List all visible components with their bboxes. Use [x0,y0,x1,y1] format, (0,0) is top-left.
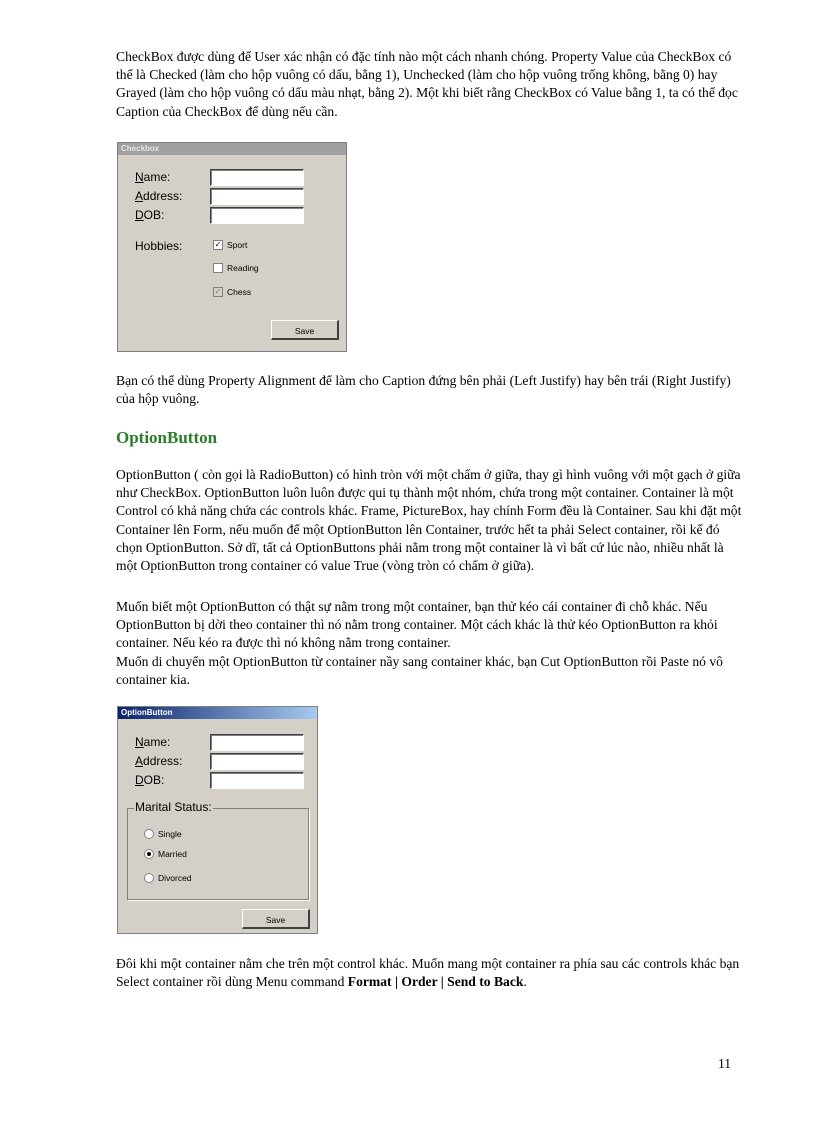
address-label: Address: [135,189,183,203]
frame-caption: Marital Status: [135,800,212,814]
name-input[interactable] [210,169,304,186]
checkbox-chess[interactable] [213,287,251,297]
dob-label: DOB: [135,208,165,222]
marital-status-frame[interactable] [127,800,309,900]
option-label: Single [158,829,182,839]
option-label: Married [158,849,187,859]
page-number: 11 [718,1056,732,1071]
radio-icon [144,873,154,883]
address-label: Address: [135,754,183,768]
optionbutton-form-window [117,706,318,934]
paragraph-optionbutton-intro: OptionButton ( còn gọi là RadioButton) có hình tròn với một chấm ở giữa, thay gì hình vuông với một gạch ở giữa như CheckBox. OptionButton luôn luôn được qui tụ thành một nhóm, chứa trong một container. Container là một Control có khả năng chứa các controls khác. Frame, PictureBox, hay chính Form đều là Container. Sau khi đặt một Container lên Form, nếu muốn để một OptionButton lên Container, trước hết ta phải Select container, rồi kế đó chọn OptionButton. Sở dĩ, tất cả OptionButtons phải nằm trong một container là vì bất cứ lúc nào, nhiều nhất là một OptionButton trong container có value True (vòng tròn có chấm ở giữa). [116,467,742,574]
save-button[interactable]: Save [242,909,310,929]
paragraph-alignment: Bạn có thể dùng Property Alignment để làm cho Caption đứng bên phải (Left Justify) hay bên trái (Right Justify) của hộp vuông. [116,373,731,407]
checkbox-sport[interactable] [213,240,247,250]
option-single[interactable] [144,829,182,839]
paragraph-text: Đôi khi một container nằm che trên một control khác. Muốn mang một container ra phía sau các controls khác bạn Select container rồi dùng Menu command [116,956,740,990]
option-label: Divorced [158,873,192,883]
paragraph-checkbox-intro: CheckBox được dùng để User xác nhận có đặc tính nào một cách nhanh chóng. Property Value của CheckBox có thể là Checked (làm cho hộp vuông có dấu, bằng 1), Unchecked (làm cho hộp vuông trống không, bằng 0) hay Grayed (làm cho hộp vuông có dấu màu nhạt, bằng 2). Một khi biết rằng CheckBox có Value bằng 1, ta có thể đọc Caption của CheckBox để dùng nếu cần. [116,49,738,119]
address-input[interactable] [210,753,304,770]
dob-label: DOB: [135,773,165,787]
paragraph-end: . [523,974,527,990]
checkbox-grayed-icon: ✓ [214,287,222,296]
radio-selected-icon [144,849,154,859]
paragraph-send-to-back [116,955,746,991]
window-title: Checkbox [118,143,346,155]
name-input[interactable] [210,734,304,751]
checkbox-form-window [117,142,347,352]
dob-input[interactable] [210,772,304,789]
save-button[interactable]: Save [271,320,339,340]
section-heading-optionbutton: OptionButton [116,428,218,447]
checkbox-label: Chess [227,287,252,297]
dob-input[interactable] [210,207,304,224]
menu-command-path: Format | Order | Send to Back [347,974,524,990]
checkbox-label: Sport [227,240,248,250]
name-label: Name: [135,170,171,184]
paragraph-move-option: Muốn di chuyển một OptionButton từ container nầy sang container khác, bạn Cut OptionButton rồi Paste nó vô container kia. [116,654,723,688]
hobbies-label: Hobbies: [135,239,183,253]
window-title: OptionButton [118,707,317,719]
checkbox-checked-icon: ✓ [214,240,222,249]
address-input[interactable] [210,188,304,205]
checkbox-label: Reading [227,263,259,273]
radio-icon [144,829,154,839]
name-label: Name: [135,735,171,749]
option-divorced[interactable] [144,873,192,883]
checkbox-reading[interactable] [213,263,259,273]
checkbox-unchecked-icon [213,263,223,273]
paragraph-container-check: Muốn biết một OptionButton có thật sự nằm trong một container, bạn thử kéo cái container đi chỗ khác. Nếu OptionButton bị dời theo container thì nó nằm trong container. Một cách khác là thử kéo OptionButton ra khỏi container. Nếu kéo ra được thì nó không nằm trong container. [116,599,718,651]
option-married[interactable] [144,849,187,859]
